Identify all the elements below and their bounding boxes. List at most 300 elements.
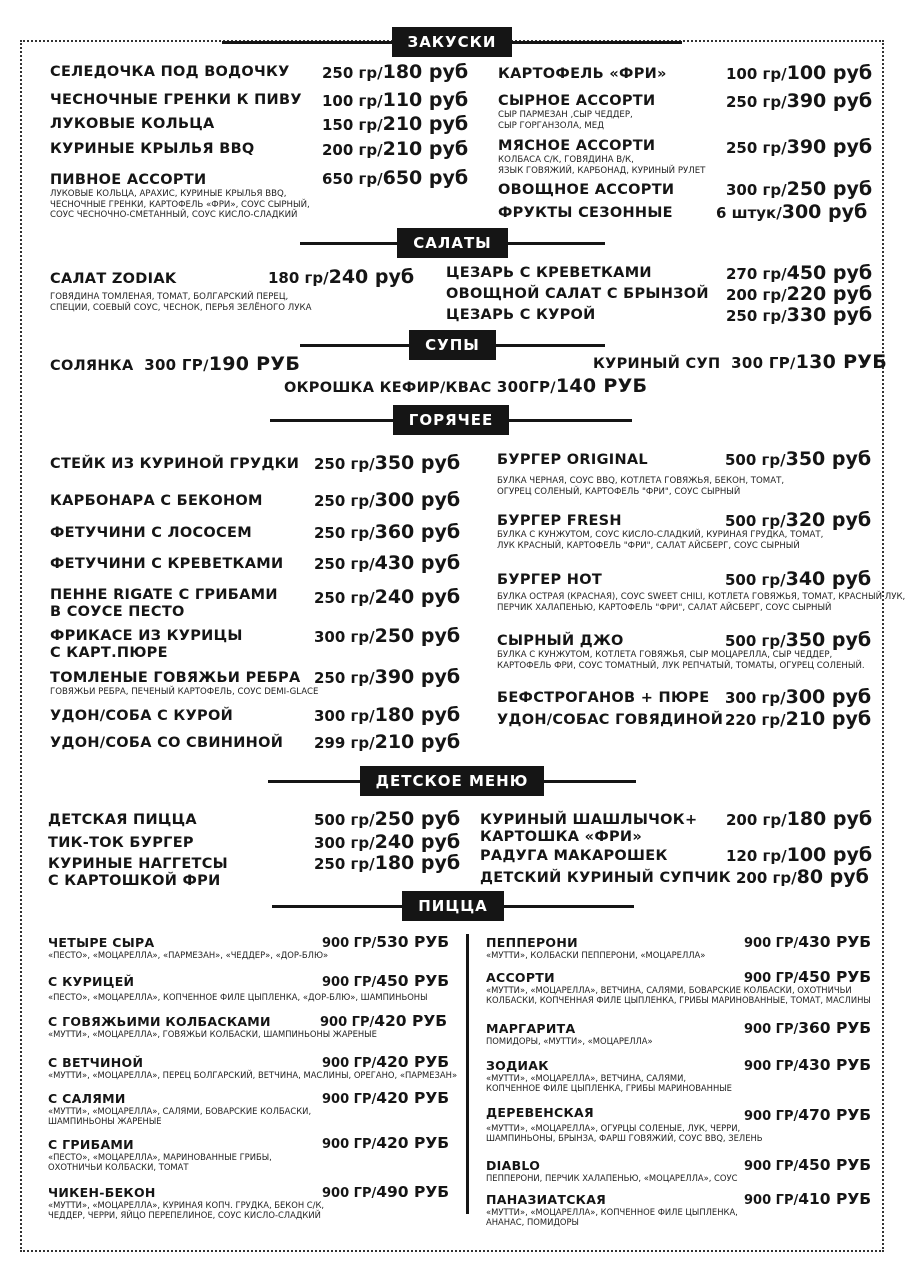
item-price: 270 гр/450 руб <box>726 262 873 284</box>
item-desc: «МУТТИ», «МОЦАРЕЛЛА», КУРИНАЯ КОПЧ. ГРУДКА, БЕКОН С/К, <box>48 1200 325 1210</box>
item-name: УДОН/СОБАС ГОВЯДИНОЙ <box>497 712 724 728</box>
item-price: 900 ГР/450 РУБ <box>322 972 450 990</box>
menu-item <box>50 552 461 574</box>
item-price: 250 гр/390 руб <box>314 666 461 688</box>
item-desc: ГОВЯЖЬИ РЕБРА, ПЕЧЕНЫЙ КАРТОФЕЛЬ, СОУС DEMI-GLACE <box>50 687 319 697</box>
item-weight: 250 гр <box>726 93 782 111</box>
section-title: ПИЦЦА <box>402 891 504 921</box>
item-cost: 240 руб <box>374 831 461 853</box>
item-desc: «МУТТИ», «МОЦАРЕЛЛА», ВЕТЧИНА, САЛЯМИ, БОВАРСКИЕ КОЛБАСКИ, ОХОТНИЧЬИ <box>486 985 852 995</box>
menu-item <box>486 1156 872 1183</box>
item-name: ДЕТСКИЙ КУРИНЫЙ СУПЧИК <box>480 870 731 886</box>
item-weight: 200 гр <box>322 141 378 159</box>
item-cost: 80 руб <box>796 866 869 888</box>
item-name: ФЕТУЧИНИ С ЛОСОСЕМ <box>50 525 252 541</box>
item-desc: КОЛБАСА С/К, ГОВЯДИНА В/К, <box>498 155 634 165</box>
item-cost: 250 руб <box>786 178 873 200</box>
item-price: 900 ГР/470 РУБ <box>744 1106 872 1124</box>
item-price: 100 гр/100 руб <box>726 62 873 84</box>
menu-item <box>50 113 469 135</box>
item-cost: 350 руб <box>785 629 872 651</box>
item-desc: ПЕРЧИК ХАЛАПЕНЬЮ, КАРТОФЕЛЬ "ФРИ", САЛАТ АЙСБЕРГ, СОУС СЫРНЫЙ <box>497 602 832 613</box>
menu-item <box>498 90 873 131</box>
item-name: КУРИНЫЕ НАГГЕТСЫ <box>48 856 229 872</box>
item-name: СЫРНОЕ АССОРТИ <box>498 93 656 109</box>
item-cost: 100 руб <box>786 62 873 84</box>
item-cost: 450 руб <box>786 262 873 284</box>
item-price: 250 гр/240 руб <box>314 586 461 608</box>
item-desc: «МУТТИ», «МОЦАРЕЛЛА», САЛЯМИ, БОВАРСКИЕ КОЛБАСКИ, <box>48 1106 312 1116</box>
item-cost: 410 РУБ <box>798 1190 872 1208</box>
menu-item <box>498 136 873 176</box>
item-name: ПАНАЗИАТСКАЯ <box>486 1192 607 1207</box>
menu-item <box>446 283 873 305</box>
menu-item <box>593 351 888 373</box>
item-weight: 900 ГР <box>744 1059 794 1074</box>
item-cost: 450 РУБ <box>376 972 450 990</box>
menu-item <box>497 708 872 730</box>
item-price: 900 ГР/450 РУБ <box>744 968 872 986</box>
item-desc: ПОМИДОРЫ, «МУТТИ», «МОЦАРЕЛЛА» <box>486 1036 653 1046</box>
item-name: УДОН/СОБА С КУРОЙ <box>50 708 234 724</box>
item-price: 900 ГР/360 РУБ <box>744 1019 872 1037</box>
item-weight: 299 гр <box>314 734 370 752</box>
item-price: 900 ГР/420 РУБ <box>322 1089 450 1107</box>
item-name: КУРИНЫЕ КРЫЛЬЯ BBQ <box>50 141 255 157</box>
item-name: ФРИКАСЕ ИЗ КУРИЦЫ <box>50 628 243 644</box>
item-weight: 200 гр <box>736 869 792 887</box>
menu-item <box>486 970 871 1006</box>
item-cost: 180 руб <box>382 61 469 83</box>
item-weight: 250 гр <box>314 669 370 687</box>
item-name: DIABLO <box>486 1158 541 1173</box>
item-name: С ВЕТЧИНОЙ <box>48 1055 144 1070</box>
item-desc: «МУТТИ», КОЛБАСКИ ПЕППЕРОНИ, «МОЦАРЕЛЛА» <box>486 950 706 960</box>
item-desc: ГОВЯДИНА ТОМЛЕНАЯ, ТОМАТ, БОЛГАРСКИЙ ПЕРЕЦ, <box>50 292 289 302</box>
menu-item <box>486 1056 872 1094</box>
item-cost: 180 руб <box>374 704 461 726</box>
item-title: СОЛЯНКА <box>50 358 134 374</box>
item-weight: 270 гр <box>726 265 782 283</box>
item-weight: 100 гр <box>726 65 782 83</box>
menu-item <box>284 375 648 397</box>
item-name: СЫРНЫЙ ДЖО <box>497 633 624 649</box>
item-cost: 180 руб <box>374 852 461 874</box>
item-desc: КОЛБАСКИ, КОПЧЕННАЯ ФИЛЕ ЦЫПЛЕНКА, ГРИБЫ МАРИНОВАННЫЕ, ТОМАТ, МАСЛИНЫ <box>486 995 871 1006</box>
item-price: 500 гр/340 руб <box>725 568 872 590</box>
item-price: 180 гр/240 руб <box>268 266 415 288</box>
item-desc: «МУТТИ», «МОЦАРЕЛЛА», КОПЧЕННОЕ ФИЛЕ ЦЫПЛЕНКА, <box>486 1207 738 1217</box>
item-desc: СОУС ЧЕСНОЧНО-СМЕТАННЫЙ, СОУС КИСЛО-СЛАДКИЙ <box>50 210 298 221</box>
item-weight: 900 ГР <box>322 1186 372 1201</box>
item-name: КАРТОФЕЛЬ «ФРИ» <box>498 66 667 82</box>
item-name: БЕФСТРОГАНОВ + ПЮРЕ <box>497 690 710 706</box>
item-price: 300 гр/300 руб <box>725 686 872 708</box>
item-cost: 390 руб <box>374 666 461 688</box>
item-desc: «МУТТИ», «МОЦАРЕЛЛА», ОГУРЦЫ СОЛЕНЫЕ, ЛУК, ЧЕРРИ, <box>486 1123 741 1133</box>
item-weight: 250 гр <box>314 589 370 607</box>
item-name: ЗОДИАК <box>486 1058 549 1073</box>
item-weight: 900 ГР <box>322 1056 372 1071</box>
menu-item <box>48 972 450 1002</box>
menu-item <box>50 704 461 726</box>
item-desc: «МУТТИ», «МОЦАРЕЛЛА», ВЕТЧИНА, САЛЯМИ, <box>486 1073 687 1083</box>
menu-item <box>497 448 872 497</box>
item-desc: ЛУК КРАСНЫЙ, КАРТОФЕЛЬ "ФРИ", САЛАТ АЙСБЕРГ, СОУС СЫРНЫЙ <box>497 540 800 551</box>
item-weight: 250 гр <box>314 555 370 573</box>
item-weight: 100 гр <box>322 92 378 110</box>
item-cost: 420 РУБ <box>376 1053 450 1071</box>
section-header-supy <box>300 330 605 360</box>
item-desc: «МУТТИ», «МОЦАРЕЛЛА», ГОВЯЖЬИ КОЛБАСКИ, ШАМПИНЬОНЫ ЖАРЕНЫЕ <box>48 1029 377 1039</box>
section-title: ГОРЯЧЕЕ <box>393 405 509 435</box>
item-weight: 250 гр <box>726 139 782 157</box>
item-price: 100 гр/110 руб <box>322 89 469 111</box>
item-name: ДЕРЕВЕНСКАЯ <box>486 1105 594 1120</box>
menu-item <box>50 138 469 160</box>
item-cost: 250 руб <box>374 625 461 647</box>
item-name: УДОН/СОБА СО СВИНИНОЙ <box>50 735 284 751</box>
item-cost: 650 руб <box>382 167 469 189</box>
menu-item <box>486 1190 872 1228</box>
section-header-pizza <box>272 891 634 921</box>
item-cost: 420 РУБ <box>376 1134 450 1152</box>
item-desc: ШАМПИНЬОНЫ ЖАРЕНЫЕ <box>48 1116 162 1127</box>
item-name: ФРУКТЫ СЕЗОННЫЕ <box>498 205 673 221</box>
item-price: 500 гр/350 руб <box>725 629 872 651</box>
item-desc: ОХОТНИЧЬИ КОЛБАСКИ, ТОМАТ <box>48 1162 189 1173</box>
item-name: ЦЕЗАРЬ С КРЕВЕТКАМИ <box>446 265 652 281</box>
item-price: 500 гр/350 руб <box>725 448 872 470</box>
item-cost: 320 руб <box>785 509 872 531</box>
item-price: 200 гр/80 руб <box>736 866 869 888</box>
item-price: 200 гр/220 руб <box>726 283 873 305</box>
item-weight: 900 ГР <box>322 1092 372 1107</box>
item-name: АССОРТИ <box>486 970 555 985</box>
menu-item <box>446 262 873 284</box>
item-price: 300 гр/250 руб <box>726 178 873 200</box>
item-desc: СЫР ГОРГАНЗОЛА, МЕД <box>498 120 604 131</box>
item-name: ТОМЛЕНЫЕ ГОВЯЖЬИ РЕБРА <box>50 670 301 686</box>
item-price: 650 гр/650 руб <box>322 167 469 189</box>
item-desc: КОПЧЕННОЕ ФИЛЕ ЦЫПЛЕНКА, ГРИБЫ МАРИНОВАННЫЕ <box>486 1083 732 1094</box>
item-name: БУРГЕР HOT <box>497 572 603 588</box>
item-cost: 450 РУБ <box>798 1156 872 1174</box>
item-cost: 390 руб <box>786 136 873 158</box>
item-price: 250 гр/360 руб <box>314 521 461 543</box>
item-weight: 650 гр <box>322 170 378 188</box>
menu-item <box>498 201 868 223</box>
item-weight: 300 гр <box>314 834 370 852</box>
section-title: САЛАТЫ <box>397 228 507 258</box>
menu-item <box>50 89 469 111</box>
item-name: С КУРИЦЕЙ <box>48 974 135 989</box>
section-title: ЗАКУСКИ <box>392 27 513 57</box>
item-weight: 500 гр <box>725 632 781 650</box>
item-price: 250 гр/390 руб <box>726 136 873 158</box>
item-price: 150 гр/210 руб <box>322 113 469 135</box>
item-cost: 430 РУБ <box>798 933 872 951</box>
item-price: 900 ГР/430 РУБ <box>744 1056 872 1074</box>
item-weight: 300 ГР <box>144 356 204 374</box>
menu-item <box>50 266 415 313</box>
item-cost: 210 руб <box>374 731 461 753</box>
section-header-zakuski <box>222 27 682 57</box>
item-name: БУРГЕР FRESH <box>497 513 622 529</box>
item-name: СОЛЯНКА 300 ГР/190 РУБ <box>50 353 301 375</box>
item-weight: 900 ГР <box>744 936 794 951</box>
item-name-line2: В СОУСЕ ПЕСТО <box>50 604 185 620</box>
item-cost: 430 руб <box>374 552 461 574</box>
item-desc: БУЛКА С КУНЖУТОМ, СОУС КИСЛО-СЛАДКИЙ, КУРИНАЯ ГРУДКА, ТОМАТ, <box>497 530 824 540</box>
item-price: 500 гр/320 руб <box>725 509 872 531</box>
item-price: 900 ГР/410 РУБ <box>744 1190 872 1208</box>
item-weight: 300 ГР <box>731 354 790 372</box>
item-price: 200 гр/210 руб <box>322 138 469 160</box>
menu-item <box>498 178 873 200</box>
item-cost: 130 РУБ <box>795 351 888 373</box>
menu-item <box>446 304 873 326</box>
item-weight: 150 гр <box>322 116 378 134</box>
item-price: 250 гр/180 руб <box>322 61 469 83</box>
item-cost: 470 РУБ <box>798 1106 872 1124</box>
item-name: ЧИКЕН-БЕКОН <box>48 1185 156 1200</box>
item-price: 120 гр/100 руб <box>726 844 873 866</box>
item-title: ОКРОШКА КЕФИР/КВАС <box>284 380 492 396</box>
item-weight: 250 гр <box>314 855 370 873</box>
item-weight: 900 ГР <box>322 975 372 990</box>
item-weight: 900 ГР <box>744 1109 794 1124</box>
item-weight: 900 ГР <box>744 1159 794 1174</box>
section-header-detskoe <box>268 766 636 796</box>
item-cost: 360 руб <box>374 521 461 543</box>
item-weight: 500 гр <box>725 571 781 589</box>
menu-item <box>50 586 461 621</box>
item-name: САЛАТ ZODIAK <box>50 271 177 287</box>
item-price: 250 гр/390 руб <box>726 90 873 112</box>
item-name: ЧЕТЫРЕ СЫРА <box>48 935 155 950</box>
item-name-line2: С КАРТОШКОЙ ФРИ <box>48 873 221 889</box>
item-weight: 250 гр <box>726 307 782 325</box>
item-price: 250 гр/330 руб <box>726 304 873 326</box>
menu-item <box>480 808 873 846</box>
item-cost: 220 руб <box>786 283 873 305</box>
menu-item <box>50 731 461 753</box>
menu-item <box>486 1105 872 1144</box>
item-price: 900 ГР/530 РУБ <box>322 933 450 951</box>
menu-item <box>50 489 461 511</box>
item-cost: 490 РУБ <box>376 1183 450 1201</box>
item-price: 250 гр/180 руб <box>314 852 461 874</box>
item-name: КУРИНЫЙ ШАШЛЫЧОК+ <box>480 812 698 828</box>
item-price: 300 гр/240 руб <box>314 831 461 853</box>
item-desc: ЧЕДДЕР, ЧЕРРИ, ЯЙЦО ПЕРЕПЕЛИНОЕ, СОУС КИСЛО-СЛАДКИЙ <box>48 1210 321 1221</box>
item-desc: «ПЕСТО», «МОЦАРЕЛЛА», «ПАРМЕЗАН», «ЧЕДДЕР», «ДОР-БЛЮ» <box>48 950 329 960</box>
item-cost: 390 руб <box>786 90 873 112</box>
item-cost: 240 руб <box>328 266 415 288</box>
menu-item <box>48 1134 450 1173</box>
menu-item <box>50 167 469 221</box>
menu-item <box>48 831 461 853</box>
item-name: ОКРОШКА КЕФИР/КВАС 300ГР/140 РУБ <box>284 375 648 397</box>
item-cost: 530 РУБ <box>376 933 450 951</box>
item-name: КАРБОНАРА С БЕКОНОМ <box>50 493 263 509</box>
item-name: БУРГЕР ORIGINAL <box>497 452 648 468</box>
item-desc: СПЕЦИИ, СОЕВЫЙ СОУС, ЧЕСНОК, ПЕРЬЯ ЗЕЛЁНОГО ЛУКА <box>50 302 312 313</box>
item-price: 250 гр/350 руб <box>314 452 461 474</box>
item-name-line2: С КАРТ.ПЮРЕ <box>50 645 168 661</box>
menu-item <box>486 1019 872 1046</box>
item-name: СЕЛЕДОЧКА ПОД ВОДОЧКУ <box>50 64 290 80</box>
item-name: ДЕТСКАЯ ПИЦЦА <box>48 812 197 828</box>
item-desc: «ПЕСТО», «МОЦАРЕЛЛА», КОПЧЕННОЕ ФИЛЕ ЦЫПЛЕНКА, «ДОР-БЛЮ», ШАМПИНЬОНЫ <box>48 992 428 1002</box>
menu-item <box>50 61 469 83</box>
menu-item <box>497 629 872 671</box>
item-name: МАРГАРИТА <box>486 1021 576 1036</box>
item-weight: 200 гр <box>726 286 782 304</box>
section-title: СУПЫ <box>409 330 496 360</box>
item-cost: 330 руб <box>786 304 873 326</box>
item-cost: 420 РУБ <box>376 1089 450 1107</box>
menu-item <box>497 686 872 708</box>
item-weight: 300ГР <box>496 378 551 396</box>
item-cost: 210 руб <box>382 113 469 135</box>
item-cost: 340 руб <box>785 568 872 590</box>
item-weight: 250 гр <box>314 524 370 542</box>
menu-item <box>50 353 301 375</box>
menu-item <box>480 866 869 888</box>
menu-item <box>497 509 872 551</box>
item-cost: 210 руб <box>382 138 469 160</box>
item-price: 220 гр/210 руб <box>725 708 872 730</box>
item-desc: БУЛКА ОСТРАЯ (КРАСНАЯ), СОУС SWEET CHILI, КОТЛЕТА ГОВЯЖЬЯ, ТОМАТ, КРАСНЫЙ ЛУК, <box>497 592 905 602</box>
item-price: 200 гр/180 руб <box>726 808 873 830</box>
item-desc: БУЛКА С КУНЖУТОМ, КОТЛЕТА ГОВЯЖЬЯ, СЫР МОЦАРЕЛЛА, СЫР ЧЕДДЕР, <box>497 650 833 660</box>
menu-item <box>50 666 461 698</box>
item-price: 900 ГР/420 РУБ <box>322 1134 450 1152</box>
item-weight: 120 гр <box>726 847 782 865</box>
item-price: 900 ГР/420 РУБ <box>320 1012 448 1030</box>
item-price: 250 гр/300 руб <box>314 489 461 511</box>
item-cost: 240 руб <box>374 586 461 608</box>
menu-item <box>486 933 872 960</box>
item-name: С ГОВЯЖЬИМИ КОЛБАСКАМИ <box>48 1014 271 1029</box>
item-price: 900 ГР/430 РУБ <box>744 933 872 951</box>
item-price: 500 гр/250 руб <box>314 808 461 830</box>
item-name: СТЕЙК ИЗ КУРИНОЙ ГРУДКИ <box>50 456 300 472</box>
item-weight: 900 ГР <box>744 1022 794 1037</box>
item-weight: 300 гр <box>725 689 781 707</box>
item-cost: 140 РУБ <box>555 375 648 397</box>
item-weight: 900 ГР <box>744 1193 794 1208</box>
item-weight: 900 ГР <box>320 1015 370 1030</box>
section-title: ДЕТСКОЕ МЕНЮ <box>360 766 545 796</box>
menu-item <box>48 933 450 960</box>
item-weight: 500 гр <box>725 451 781 469</box>
item-cost: 100 руб <box>786 844 873 866</box>
item-cost: 110 руб <box>382 89 469 111</box>
item-weight: 300 гр <box>314 707 370 725</box>
item-cost: 350 руб <box>785 448 872 470</box>
item-cost: 180 руб <box>786 808 873 830</box>
menu-item <box>50 625 461 662</box>
item-name: ПИВНОЕ АССОРТИ <box>50 172 207 188</box>
pizza-column-divider <box>466 934 469 1214</box>
menu-item <box>498 62 873 84</box>
item-desc: ЧЕСНОЧНЫЕ ГРЕНКИ, КАРТОФЕЛЬ «ФРИ», СОУС СЫРНЫЙ, <box>50 199 310 210</box>
item-weight: 300 гр <box>726 181 782 199</box>
menu-item <box>48 852 461 890</box>
item-weight: 300 гр <box>314 628 370 646</box>
item-name: МЯСНОЕ АССОРТИ <box>498 138 656 154</box>
item-price: 300 гр/250 руб <box>314 625 461 647</box>
item-desc: «ПЕСТО», «МОЦАРЕЛЛА», МАРИНОВАННЫЕ ГРИБЫ, <box>48 1152 272 1162</box>
item-weight: 250 гр <box>314 455 370 473</box>
item-cost: 450 РУБ <box>798 968 872 986</box>
item-desc: КАРТОФЕЛЬ ФРИ, СОУС ТОМАТНЫЙ, ЛУК РЕПЧАТЫЙ, ТОМАТЫ, ОГУРЕЦ СОЛЕНЫЙ. <box>497 660 865 671</box>
item-weight: 200 гр <box>726 811 782 829</box>
item-name: ПЕННЕ RIGATE С ГРИБАМИ <box>50 587 278 603</box>
item-weight: 220 гр <box>725 711 781 729</box>
section-header-salaty <box>300 228 605 258</box>
item-price: 900 ГР/420 РУБ <box>322 1053 450 1071</box>
menu-item <box>48 1012 448 1039</box>
item-desc: ЛУКОВЫЕ КОЛЬЦА, АРАХИС, КУРИНЫЕ КРЫЛЬЯ BBQ, <box>50 189 287 199</box>
item-desc: АНАНАС, ПОМИДОРЫ <box>486 1217 579 1228</box>
item-name: КУРИНЫЙ СУП 300 ГР/130 РУБ <box>593 351 888 373</box>
item-weight: 900 ГР <box>322 936 372 951</box>
item-price: 900 ГР/450 РУБ <box>744 1156 872 1174</box>
item-name: ФЕТУЧИНИ С КРЕВЕТКАМИ <box>50 556 284 572</box>
item-cost: 350 руб <box>374 452 461 474</box>
item-cost: 300 руб <box>781 201 868 223</box>
item-weight: 250 гр <box>314 492 370 510</box>
item-cost: 210 руб <box>785 708 872 730</box>
item-cost: 360 РУБ <box>798 1019 872 1037</box>
menu-item <box>48 1055 457 1080</box>
item-name: ПЕППЕРОНИ <box>486 935 578 950</box>
menu-item <box>50 452 461 474</box>
item-cost: 190 РУБ <box>208 353 301 375</box>
item-price: 300 гр/180 руб <box>314 704 461 726</box>
item-price: 250 гр/430 руб <box>314 552 461 574</box>
item-price: 6 штук/300 руб <box>716 201 868 223</box>
item-desc: БУЛКА ЧЕРНАЯ, СОУС BBQ, КОТЛЕТА ГОВЯЖЬЯ, БЕКОН, ТОМАТ, <box>497 476 785 486</box>
item-cost: 300 руб <box>785 686 872 708</box>
menu-item <box>48 808 461 830</box>
item-name: ОВОЩНОЕ АССОРТИ <box>498 182 675 198</box>
item-desc: «МУТТИ», «МОЦАРЕЛЛА», ПЕРЕЦ БОЛГАРСКИЙ, ВЕТЧИНА, МАСЛИНЫ, ОРЕГАНО, «ПАРМЕЗАН» <box>48 1070 458 1080</box>
item-name: РАДУГА МАКАРОШЕК <box>480 848 668 864</box>
item-cost: 250 руб <box>374 808 461 830</box>
item-weight: 500 гр <box>725 512 781 530</box>
item-name: ЧЕСНОЧНЫЕ ГРЕНКИ К ПИВУ <box>50 92 302 108</box>
item-desc: ОГУРЕЦ СОЛЕНЫЙ, КАРТОФЕЛЬ "ФРИ", СОУС СЫРНЫЙ <box>497 486 741 497</box>
item-price: 299 гр/210 руб <box>314 731 461 753</box>
item-title: КУРИНЫЙ СУП <box>593 356 721 372</box>
item-name-line2: КАРТОШКА «ФРИ» <box>480 829 643 845</box>
menu-item <box>48 1089 450 1127</box>
item-cost: 430 РУБ <box>798 1056 872 1074</box>
item-weight: 180 гр <box>268 269 324 287</box>
menu-item <box>48 1183 450 1221</box>
item-name: ЦЕЗАРЬ С КУРОЙ <box>446 307 596 323</box>
item-cost: 420 РУБ <box>374 1012 448 1030</box>
item-weight: 250 гр <box>322 64 378 82</box>
item-weight: 900 ГР <box>322 1137 372 1152</box>
menu-item <box>480 844 873 866</box>
menu-item <box>497 568 905 613</box>
